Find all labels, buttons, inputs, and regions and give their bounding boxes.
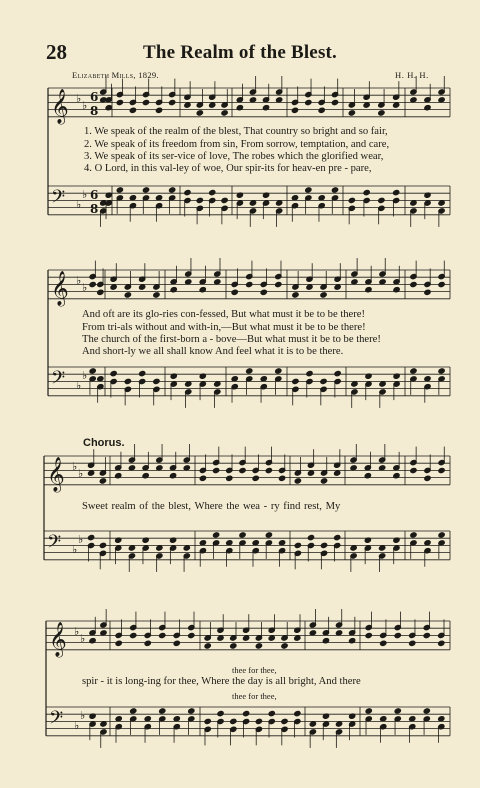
note-head xyxy=(292,292,299,298)
note-head xyxy=(196,197,203,203)
note-head xyxy=(246,281,253,287)
note-head xyxy=(309,721,316,727)
verse-3-line-a: 3. We speak of its ser-vice of love, The robes which the glorified wear, xyxy=(84,151,384,162)
note-head xyxy=(231,376,238,382)
note-head xyxy=(204,643,211,649)
note-head xyxy=(214,381,221,387)
note-head xyxy=(423,708,430,714)
note-head xyxy=(184,102,191,108)
chorus-echo-top: thee for thee, xyxy=(232,665,277,675)
note-head xyxy=(394,708,401,714)
verse-1-line-a: 1. We speak of the realm of the blest, That country so bright and so fair, xyxy=(84,126,388,137)
note-head xyxy=(115,640,122,646)
note-head xyxy=(159,632,166,638)
note-head xyxy=(188,632,195,638)
note-head xyxy=(260,376,267,382)
note-head xyxy=(379,545,386,551)
flat-sign: ♭ xyxy=(82,281,88,294)
note-head xyxy=(183,545,190,551)
note-head xyxy=(410,467,417,473)
bass-clef: 𝄢 xyxy=(47,532,62,557)
flat-sign: ♭ xyxy=(82,369,88,382)
composer-credit: H. H. H. xyxy=(395,70,429,80)
note-head xyxy=(156,107,163,113)
note-head xyxy=(410,532,417,538)
note-head xyxy=(221,110,228,116)
note-head xyxy=(334,470,341,476)
note-head xyxy=(438,281,445,287)
note-head xyxy=(169,187,176,193)
note-head xyxy=(306,284,313,290)
note-head xyxy=(378,197,385,203)
flat-sign: ♭ xyxy=(82,99,88,112)
note-head xyxy=(88,535,95,541)
note-head xyxy=(231,289,238,295)
note-head xyxy=(294,635,301,641)
note-head xyxy=(139,284,146,290)
note-head xyxy=(213,532,220,538)
note-head xyxy=(239,532,246,538)
note-head xyxy=(226,475,233,481)
note-head xyxy=(275,368,282,374)
flat-sign: ♭ xyxy=(80,632,86,645)
hymn-title: The Realm of the Blest. xyxy=(142,42,338,63)
verse-2-line-a: 2. We speak of its freedom from sin, From sorrow, temptation, and care, xyxy=(84,139,390,150)
note-head xyxy=(199,475,206,481)
chorus-line-1: Sweet realm of the blest, Where the wea - ry find rest, My xyxy=(82,501,341,512)
note-head xyxy=(199,540,206,546)
treble-clef: 𝄞 xyxy=(51,89,69,124)
flat-sign: ♭ xyxy=(76,274,82,287)
note-head xyxy=(281,643,288,649)
note-head xyxy=(276,200,283,206)
note-head xyxy=(265,467,272,473)
note-head xyxy=(394,632,401,638)
flat-sign: ♭ xyxy=(74,719,80,732)
note-head xyxy=(438,640,445,646)
note-head xyxy=(246,368,253,374)
note-head xyxy=(410,281,417,287)
note-head xyxy=(320,292,327,298)
note-head xyxy=(89,281,96,287)
note-head xyxy=(129,107,136,113)
note-head xyxy=(97,376,104,382)
note-head xyxy=(424,475,431,481)
note-head xyxy=(184,190,191,196)
note-head xyxy=(365,632,372,638)
flat-sign: ♭ xyxy=(76,198,82,211)
note-head xyxy=(292,378,299,384)
note-head xyxy=(380,716,387,722)
treble-clef: 𝄞 xyxy=(47,457,65,492)
note-head xyxy=(331,99,338,105)
note-head xyxy=(378,110,385,116)
note-head xyxy=(230,718,237,724)
flat-sign: ♭ xyxy=(78,467,84,480)
note-head xyxy=(185,381,192,387)
chorus-echo-bottom: thee for thee, xyxy=(232,691,277,701)
note-head xyxy=(294,478,301,484)
note-head xyxy=(307,535,314,541)
note-head xyxy=(265,532,272,538)
chorus-line-2: spir - it is long-ing for thee, Where the day is all bright, And there xyxy=(82,676,361,687)
note-head xyxy=(320,542,327,548)
flat-sign: ♭ xyxy=(72,460,78,473)
note-head xyxy=(128,545,135,551)
note-head xyxy=(305,187,312,193)
bass-clef: 𝄢 xyxy=(51,187,66,212)
time-signature: 6 xyxy=(90,188,99,202)
note-head xyxy=(139,371,146,377)
note-head xyxy=(100,721,107,727)
note-head xyxy=(153,378,160,384)
note-head xyxy=(438,532,445,538)
note-head xyxy=(226,540,233,546)
verse-2-line-b: From tri-als without and with-in,—But what must it be to be there! xyxy=(82,322,366,333)
note-head xyxy=(335,721,342,727)
note-head xyxy=(169,99,176,105)
note-head xyxy=(438,368,445,374)
note-head xyxy=(144,716,151,722)
bass-clef: 𝄢 xyxy=(51,368,66,393)
verse-1-line-b: And oft are its glo-ries con-fessed, But what must it be to be there! xyxy=(82,309,366,320)
note-head xyxy=(351,381,358,387)
note-head xyxy=(99,478,106,484)
note-head xyxy=(320,478,327,484)
chorus-label: Chorus. xyxy=(83,437,125,449)
flat-sign: ♭ xyxy=(82,188,88,201)
note-head xyxy=(188,708,195,714)
note-head xyxy=(331,187,338,193)
note-head xyxy=(348,197,355,203)
note-head xyxy=(291,107,298,113)
note-head xyxy=(156,195,163,201)
note-head xyxy=(268,711,275,717)
note-head xyxy=(243,711,250,717)
note-head xyxy=(279,475,286,481)
note-head xyxy=(142,187,149,193)
note-head xyxy=(275,281,282,287)
flat-sign: ♭ xyxy=(76,379,82,392)
note-head xyxy=(380,640,387,646)
bass-clef: 𝄢 xyxy=(49,708,64,733)
flat-sign: ♭ xyxy=(74,625,80,638)
note-head xyxy=(318,107,325,113)
note-head xyxy=(294,711,301,717)
note-head xyxy=(409,716,416,722)
note-head xyxy=(423,632,430,638)
note-head xyxy=(268,635,275,641)
note-head xyxy=(424,289,431,295)
note-head xyxy=(305,99,312,105)
note-head xyxy=(281,718,288,724)
note-head xyxy=(393,190,400,196)
note-head xyxy=(204,718,211,724)
note-head xyxy=(438,467,445,473)
verse-3-line-b: The church of the first-born a - bove—But what must it be to be there! xyxy=(82,334,381,345)
note-head xyxy=(438,200,445,206)
note-head xyxy=(130,708,137,714)
verse-4-line-b: And short-ly we all shall know And feel what it is to be there. xyxy=(82,346,344,357)
time-signature: 8 xyxy=(90,202,99,216)
note-head xyxy=(410,200,417,206)
note-head xyxy=(363,102,370,108)
note-head xyxy=(249,200,256,206)
note-head xyxy=(230,643,237,649)
note-head xyxy=(159,708,166,714)
note-head xyxy=(209,190,216,196)
flat-sign: ♭ xyxy=(72,543,78,556)
note-head xyxy=(115,716,122,722)
verse-4-line-a: 4. O Lord, in this val-ley of woe, Our spir-its for heav-en pre - pare, xyxy=(84,163,372,174)
note-head xyxy=(409,640,416,646)
note-head xyxy=(252,475,259,481)
note-head xyxy=(294,542,301,548)
note-head xyxy=(209,102,216,108)
note-head xyxy=(363,190,370,196)
note-head xyxy=(110,371,117,377)
note-head xyxy=(110,284,117,290)
note-head xyxy=(239,467,246,473)
note-head xyxy=(99,542,106,548)
lyricist-credit: Elizabeth Mills, 1829. xyxy=(72,70,159,80)
note-head xyxy=(365,708,372,714)
note-head xyxy=(144,640,151,646)
note-head xyxy=(243,635,250,641)
note-head xyxy=(318,195,325,201)
note-head xyxy=(410,368,417,374)
note-head xyxy=(124,378,131,384)
note-head xyxy=(116,187,123,193)
note-head xyxy=(348,110,355,116)
note-head xyxy=(88,470,95,476)
note-head xyxy=(173,716,180,722)
note-head xyxy=(334,284,341,290)
note-head xyxy=(393,102,400,108)
note-head xyxy=(129,195,136,201)
note-head xyxy=(130,632,137,638)
note-head xyxy=(379,381,386,387)
note-head xyxy=(156,545,163,551)
note-head xyxy=(279,540,286,546)
note-head xyxy=(350,545,357,551)
note-head xyxy=(142,99,149,105)
time-signature: 6 xyxy=(90,90,99,104)
note-head xyxy=(153,292,160,298)
note-head xyxy=(334,371,341,377)
note-head xyxy=(89,368,96,374)
note-head xyxy=(221,197,228,203)
note-head xyxy=(116,99,123,105)
hymn-number: 28 xyxy=(46,40,67,64)
note-head xyxy=(173,640,180,646)
note-head xyxy=(97,289,104,295)
note-head xyxy=(307,470,314,476)
note-head xyxy=(252,540,259,546)
note-head xyxy=(424,376,431,382)
note-head xyxy=(334,535,341,541)
note-head xyxy=(255,643,262,649)
note-head xyxy=(124,292,131,298)
treble-clef: 𝄞 xyxy=(49,622,67,657)
flat-sign: ♭ xyxy=(80,709,86,722)
note-head xyxy=(438,716,445,722)
note-head xyxy=(260,289,267,295)
note-head xyxy=(306,371,313,377)
note-head xyxy=(196,110,203,116)
flat-sign: ♭ xyxy=(78,533,84,546)
note-head xyxy=(291,195,298,201)
time-signature: 8 xyxy=(90,104,99,118)
note-head xyxy=(320,378,327,384)
note-head xyxy=(213,467,220,473)
note-head xyxy=(217,711,224,717)
note-head xyxy=(255,718,262,724)
flat-sign: ♭ xyxy=(76,92,82,105)
treble-clef: 𝄞 xyxy=(51,271,69,306)
note-head xyxy=(424,540,431,546)
note-head xyxy=(217,635,224,641)
